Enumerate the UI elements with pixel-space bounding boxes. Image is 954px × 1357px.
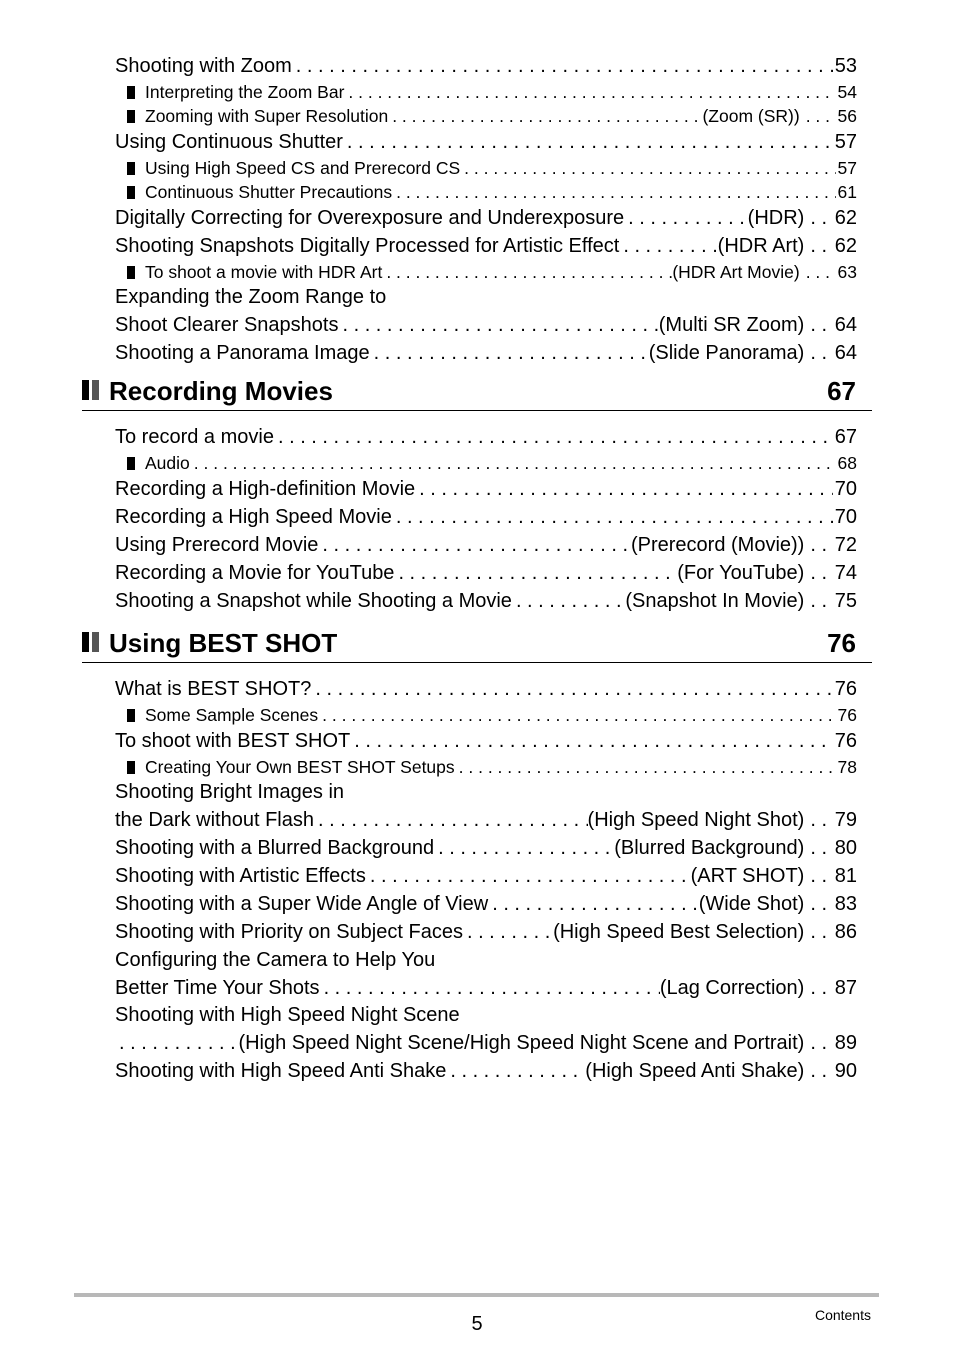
- dot-leader: . .: [810, 314, 827, 336]
- toc-entry[interactable]: [115, 919, 857, 947]
- toc-entry[interactable]: [115, 891, 857, 919]
- toc-entry[interactable]: [115, 863, 857, 891]
- dot-leader: . .: [810, 206, 827, 229]
- dot-leader: . . .: [805, 106, 830, 126]
- section-title: Recording Movies: [109, 376, 333, 406]
- footer-section-label: Contents: [814, 1307, 871, 1323]
- dot-leader: [311, 676, 833, 704]
- toc-subentry[interactable]: [115, 180, 857, 204]
- toc-entry-title: Configuring the Camera to Help You: [115, 948, 436, 971]
- toc-entry[interactable]: [115, 975, 857, 1003]
- toc-entry[interactable]: [115, 205, 857, 233]
- toc-subentry[interactable]: [115, 451, 857, 475]
- dot-leader: [624, 205, 748, 233]
- dot-leader: [338, 312, 658, 340]
- toc-entry-mode-label: (High Speed Anti Shake): [585, 1060, 805, 1082]
- toc-entry-page-number: 74: [834, 561, 857, 584]
- toc-entry-mode-label: (High Speed Night Shot): [587, 809, 805, 831]
- dot-leader: . .: [810, 1060, 827, 1082]
- toc-entry-title: Using Continuous Shutter: [115, 130, 343, 153]
- toc-subentry[interactable]: [115, 703, 857, 727]
- toc-entry-page-number: 76: [834, 729, 857, 752]
- dot-leader: [488, 891, 699, 919]
- bullet-icon: [127, 86, 135, 99]
- toc-entry[interactable]: [115, 807, 857, 835]
- toc-entry-page-number: 70: [834, 505, 857, 528]
- toc-entry-mode-label: (High Speed Night Scene/High Speed Night Scene and Portrait): [238, 1032, 805, 1054]
- dot-leader: . .: [810, 234, 827, 257]
- toc-entry[interactable]: [115, 560, 857, 588]
- dot-leader: [446, 1058, 585, 1086]
- toc-entry-page-number: 64: [834, 342, 857, 364]
- toc-entry-title: Shooting Bright Images in: [115, 781, 345, 803]
- toc-entry-page-number: 90: [834, 1060, 857, 1082]
- dot-leader: [415, 476, 833, 504]
- dot-leader: [455, 755, 836, 779]
- toc-entry-page-number: 61: [837, 182, 857, 202]
- toc-entry-title: Shooting a Panorama Image: [115, 342, 370, 364]
- toc-entry-title: Continuous Shutter Precautions: [145, 182, 393, 202]
- bullet-icon: [127, 162, 135, 175]
- toc-entry[interactable]: [115, 340, 857, 368]
- toc-group-recording-movies: [115, 423, 857, 615]
- toc-entry-page-number: 86: [834, 921, 857, 943]
- section-marker-icon: [82, 632, 99, 652]
- dot-leader: . .: [810, 342, 827, 364]
- dot-leader: [274, 424, 833, 452]
- section-page-number: 76: [827, 628, 856, 658]
- toc-entry-mode-label: (HDR): [747, 206, 805, 229]
- toc-entry-page-number: 68: [837, 453, 857, 473]
- toc-entry-page-number: 56: [837, 106, 857, 126]
- toc-entry-mode-label: (Zoom (SR)): [702, 106, 800, 126]
- toc-entry-title: Shooting with a Blurred Background: [115, 837, 435, 859]
- toc-entry-page-number: 76: [834, 677, 857, 700]
- toc-entry-mode-label: (HDR Art Movie): [672, 262, 800, 282]
- toc-entry-title: Shooting with a Super Wide Angle of View: [115, 893, 489, 915]
- toc-entry[interactable]: [115, 1058, 857, 1086]
- toc-entry-mode-label: (HDR Art): [717, 234, 805, 257]
- section-header-recording-movies[interactable]: [82, 373, 872, 411]
- toc-entry-title: Shooting with Priority on Subject Faces: [115, 921, 463, 943]
- toc-entry-title: Recording a High Speed Movie: [115, 505, 392, 528]
- dot-leader: [619, 233, 717, 261]
- dot-leader: . .: [810, 837, 827, 859]
- toc-entry-mode-label: (Snapshot In Movie): [625, 589, 805, 612]
- dot-leader: [320, 975, 660, 1003]
- bullet-icon: [127, 266, 135, 279]
- toc-subentry[interactable]: [115, 260, 857, 284]
- toc-group-shooting: [115, 52, 857, 368]
- toc-entry-title: Shoot Clearer Snapshots: [115, 314, 339, 336]
- dot-leader: [115, 1030, 238, 1058]
- dot-leader: [463, 919, 553, 947]
- dot-leader: [318, 703, 836, 727]
- toc-entry-page-number: 57: [837, 158, 857, 178]
- dot-leader: [190, 451, 836, 475]
- dot-leader: . .: [810, 865, 827, 887]
- section-page-number: 67: [827, 376, 856, 406]
- toc-entry[interactable]: [115, 476, 857, 504]
- toc-entry-title: Interpreting the Zoom Bar: [145, 82, 345, 102]
- toc-entry-mode-label: (High Speed Best Selection): [553, 921, 805, 943]
- toc-entry[interactable]: [115, 728, 857, 756]
- toc-entry-title: Some Sample Scenes: [145, 705, 319, 725]
- toc-entry-title: Expanding the Zoom Range to: [115, 286, 387, 308]
- toc-entry: [115, 947, 857, 975]
- toc-entry-title: Shooting with Zoom: [115, 54, 292, 77]
- toc-entry-mode-label: (Multi SR Zoom): [658, 314, 805, 336]
- toc-entry-mode-label: (Blurred Background): [614, 837, 805, 859]
- dot-leader: . .: [810, 533, 827, 556]
- bullet-icon: [127, 110, 135, 123]
- toc-entry-page-number: 70: [834, 477, 857, 500]
- toc-entry-title: Creating Your Own BEST SHOT Setups: [145, 757, 455, 777]
- toc-entry-mode-label: (Wide Shot): [698, 893, 805, 915]
- toc-entry-title: Recording a Movie for YouTube: [115, 561, 395, 584]
- toc-entry[interactable]: [115, 424, 857, 452]
- toc-entry[interactable]: [115, 504, 857, 532]
- section-header-using-best-shot[interactable]: [82, 625, 872, 663]
- toc-entry-title: Using Prerecord Movie: [115, 533, 319, 556]
- toc-entry: [115, 779, 857, 807]
- dot-leader: [344, 80, 836, 104]
- toc-entry-page-number: 53: [834, 54, 857, 77]
- toc-entry[interactable]: [115, 129, 857, 157]
- dot-leader: [292, 53, 833, 81]
- toc-entry-title: Better Time Your Shots: [115, 976, 320, 999]
- toc-entry-mode-label: (Slide Panorama): [648, 342, 805, 364]
- toc-entry-title: Using High Speed CS and Prerecord CS: [145, 158, 461, 178]
- dot-leader: . .: [810, 921, 827, 943]
- toc-entry-page-number: 76: [837, 705, 857, 725]
- toc-subentry[interactable]: [115, 80, 857, 104]
- dot-leader: . .: [810, 1032, 827, 1054]
- bullet-icon: [127, 457, 135, 470]
- toc-entry-page-number: 75: [834, 589, 857, 612]
- toc-entry-title: Recording a High-definition Movie: [115, 477, 416, 500]
- toc-entry-page-number: 62: [834, 234, 857, 257]
- toc-entry-page-number: 63: [837, 262, 857, 282]
- toc-entry-title: To shoot a movie with HDR Art: [145, 262, 383, 282]
- toc-entry-title: Shooting a Snapshot while Shooting a Movie: [115, 589, 512, 612]
- toc-entry-mode-label: (Lag Correction): [659, 976, 805, 999]
- toc-entry-page-number: 83: [834, 893, 857, 915]
- page-number: 5: [471, 1313, 483, 1335]
- toc-entry-title: Shooting with High Speed Night Scene: [115, 1004, 460, 1026]
- section-marker-icon: [82, 380, 99, 400]
- toc-entry-page-number: 79: [834, 809, 857, 831]
- toc-entry-page-number: 80: [834, 837, 857, 859]
- dot-leader: . .: [810, 561, 827, 584]
- toc-entry[interactable]: [115, 53, 857, 81]
- bullet-icon: [127, 709, 135, 722]
- bullet-icon: [127, 761, 135, 774]
- dot-leader: [382, 260, 672, 284]
- toc-entry-title: Zooming with Super Resolution: [145, 106, 389, 126]
- section-title: Using BEST SHOT: [109, 628, 338, 658]
- toc-entry-mode-label: (For YouTube): [677, 561, 805, 584]
- toc-entry-page-number: 72: [834, 533, 857, 556]
- dot-leader: . .: [810, 893, 827, 915]
- toc-entry-mode-label: (Prerecord (Movie)): [630, 533, 805, 556]
- toc-entry[interactable]: [115, 588, 857, 616]
- dot-leader: [460, 156, 836, 180]
- dot-leader: [370, 340, 649, 368]
- dot-leader: [318, 532, 631, 560]
- toc-entry-page-number: 62: [834, 206, 857, 229]
- toc-entry-page-number: 57: [834, 130, 857, 153]
- toc-entry-title: To record a movie: [115, 425, 274, 448]
- toc-entry[interactable]: [115, 312, 857, 340]
- dot-leader: . .: [810, 809, 827, 831]
- dot-leader: [394, 560, 677, 588]
- toc-subentry[interactable]: [115, 156, 857, 180]
- toc-entry-title: Shooting with High Speed Anti Shake: [115, 1060, 447, 1082]
- dot-leader: . .: [810, 589, 827, 612]
- dot-leader: [512, 588, 625, 616]
- toc-entry-page-number: 64: [834, 314, 857, 336]
- toc-entry-mode-label: (ART SHOT): [690, 865, 805, 887]
- toc-entry-title: Digitally Correcting for Overexposure and Underexposure: [115, 206, 625, 229]
- dot-leader: . . .: [805, 262, 830, 282]
- dot-leader: [366, 863, 691, 891]
- toc-entry: [115, 284, 857, 312]
- toc-entry[interactable]: [115, 1030, 857, 1058]
- toc-entry[interactable]: [115, 233, 857, 261]
- toc-group-best-shot: [115, 675, 857, 1086]
- dot-leader: [392, 180, 836, 204]
- toc-entry[interactable]: [115, 835, 857, 863]
- toc-entry-title: Audio: [145, 453, 190, 473]
- toc-entry-page-number: 87: [834, 976, 857, 999]
- toc-entry-page-number: 81: [834, 865, 857, 887]
- dot-leader: [343, 129, 833, 157]
- toc-subentry[interactable]: [115, 755, 857, 779]
- toc-entry-page-number: 54: [837, 82, 857, 102]
- dot-leader: [392, 504, 833, 532]
- dot-leader: [388, 104, 702, 128]
- toc-entry: [115, 1002, 857, 1030]
- dot-leader: [350, 728, 833, 756]
- toc-entry[interactable]: [115, 676, 857, 704]
- toc-entry-title: What is BEST SHOT?: [115, 677, 312, 700]
- dot-leader: . .: [810, 976, 827, 999]
- toc-entry-page-number: 67: [834, 425, 857, 448]
- dot-leader: [314, 807, 588, 835]
- toc-entry-page-number: 78: [837, 757, 857, 777]
- toc-entry-page-number: 89: [834, 1032, 857, 1054]
- footer-divider: [74, 1293, 879, 1297]
- toc-entry-title: Shooting with Artistic Effects: [115, 865, 366, 887]
- toc-entry[interactable]: [115, 532, 857, 560]
- toc-entry-title: To shoot with BEST SHOT: [115, 729, 351, 752]
- toc-entry-title: Shooting Snapshots Digitally Processed for Artistic Effect: [115, 234, 620, 257]
- toc-entry-title: the Dark without Flash: [115, 809, 314, 831]
- toc-subentry[interactable]: [115, 104, 857, 128]
- bullet-icon: [127, 186, 135, 199]
- dot-leader: [434, 835, 614, 863]
